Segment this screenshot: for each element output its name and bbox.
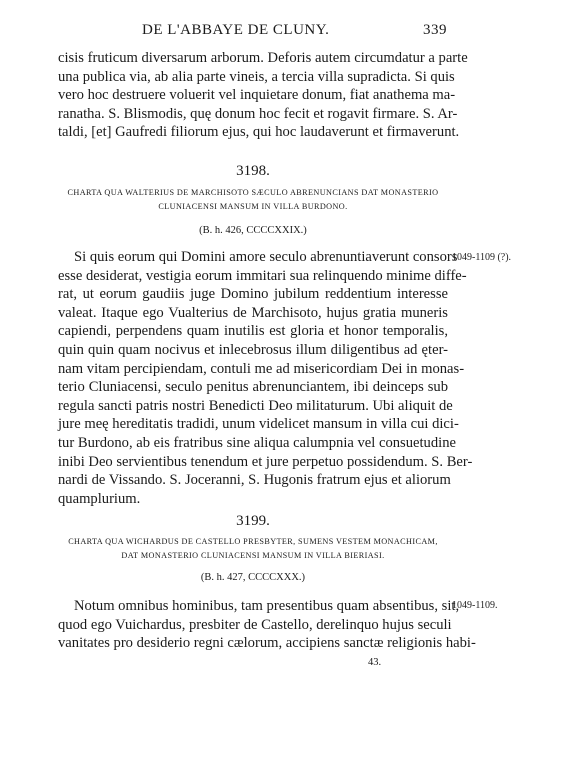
text-line: quin quin quam nocivus et inlecebrosus illum diligentibus ad ęter- (58, 341, 448, 358)
charter-number: 3198. (236, 163, 270, 179)
text-line: Notum omnibus hominibus, tam presentibus quam absentibus, sit, (74, 598, 460, 614)
text-line: terio Cluniacensi, seculo penitus abrenunciantem, ibi deinceps sub (58, 379, 448, 396)
charter-heading (58, 535, 448, 563)
text-line: tur Burdono, ab eis fratribus sine aliqua calumpnia vel consuetudine (58, 434, 456, 451)
text-line: jure meę hereditatis tradidi, unum videlicet mansum in villa cui dici- (58, 416, 459, 433)
text-line: quamplurium. (58, 490, 141, 507)
text-line: esse desiderat, vestigia eorum immitari sua relinquendo minime diffe- (58, 267, 467, 284)
charter-paragraph (58, 248, 473, 508)
charter-number: 3199. (236, 513, 270, 529)
text-line: quod ego Vuichardus, presbiter de Castello, derelinquo hujus seculi (58, 616, 452, 633)
text-line: inibi Deo servientibus tenendum et jure perpetuo possidendum. S. Ber- (58, 453, 473, 470)
charter-heading-line: DAT MONASTERIO CLUNIACENSI MANSUM IN VILLA BIERIASI. (121, 551, 385, 560)
charter-reference: (B. h. 426, CCCCXXIX.) (199, 225, 307, 236)
continuation-paragraph (58, 49, 468, 142)
text-line: vero hoc destruere voluerit vel inquietare donum, fiat anathema ma- (58, 87, 456, 104)
text-line: ranatha. S. Blismodis, quę donum hoc fecit et rogavit firmare. S. Ar- (58, 105, 458, 122)
margin-date: 1049-1109. (452, 600, 498, 611)
running-title: DE L'ABBAYE DE CLUNY. (142, 22, 330, 38)
text-line: taldi, [et] Gaufredi filiorum ejus, qui hoc laudaverunt et firmaverunt. (58, 124, 460, 141)
text-line: vanitates pro desiderio regni cælorum, accipiens sanctæ religionis habi- (58, 635, 476, 652)
text-line: nardi de Vissando. S. Joceranni, S. Hugonis fratrum ejus et aliorum (58, 472, 451, 489)
text-line: valeat. Itaque ego Vualterius de Marchisoto, hujus gratia muneris (58, 304, 448, 321)
text-line: regula sancti patris nostri Benedicti Deo militaturum. Ubi aliquit de (58, 397, 453, 414)
text-line: Si quis eorum qui Domini amore seculo abrenuntiaverunt consors (74, 249, 458, 265)
text-line: cisis fruticum diversarum arborum. Deforis autem circumdatur a parte (58, 50, 468, 66)
text-line: una publica via, ab alia parte vineis, a tercia villa supradicta. Si quis (58, 68, 455, 85)
charter-reference: (B. h. 427, CCCCXXX.) (200, 572, 306, 583)
signature-mark: 43. (368, 657, 382, 668)
charter-heading-line: CLUNIACENSI MANSUM IN VILLA BURDONO. (158, 202, 348, 211)
text-line: nam vitam percipiendam, contuli me ad misericordiam Dei in monas- (58, 360, 465, 377)
charter-heading-line: CHARTA QUA WALTERIUS DE MARCHISOTO SÆCULO ABRENUNCIANS DAT MONASTERIO (67, 188, 439, 197)
text-line: capiendi, perpendens quam inutilis est gloria et honor temporalis, (58, 323, 448, 340)
text-line: rat, ut eorum gaudiis juge Domino jubilum reddentium interesse (58, 286, 448, 303)
page-number: 339 (423, 22, 447, 38)
charter-heading-line: CHARTA QUA WICHARDUS DE CASTELLO PRESBYTER, SUMENS VESTEM MONACHICAM, (68, 537, 438, 546)
margin-date: 1049-1109 (?). (452, 252, 512, 263)
charter-heading (58, 186, 448, 214)
